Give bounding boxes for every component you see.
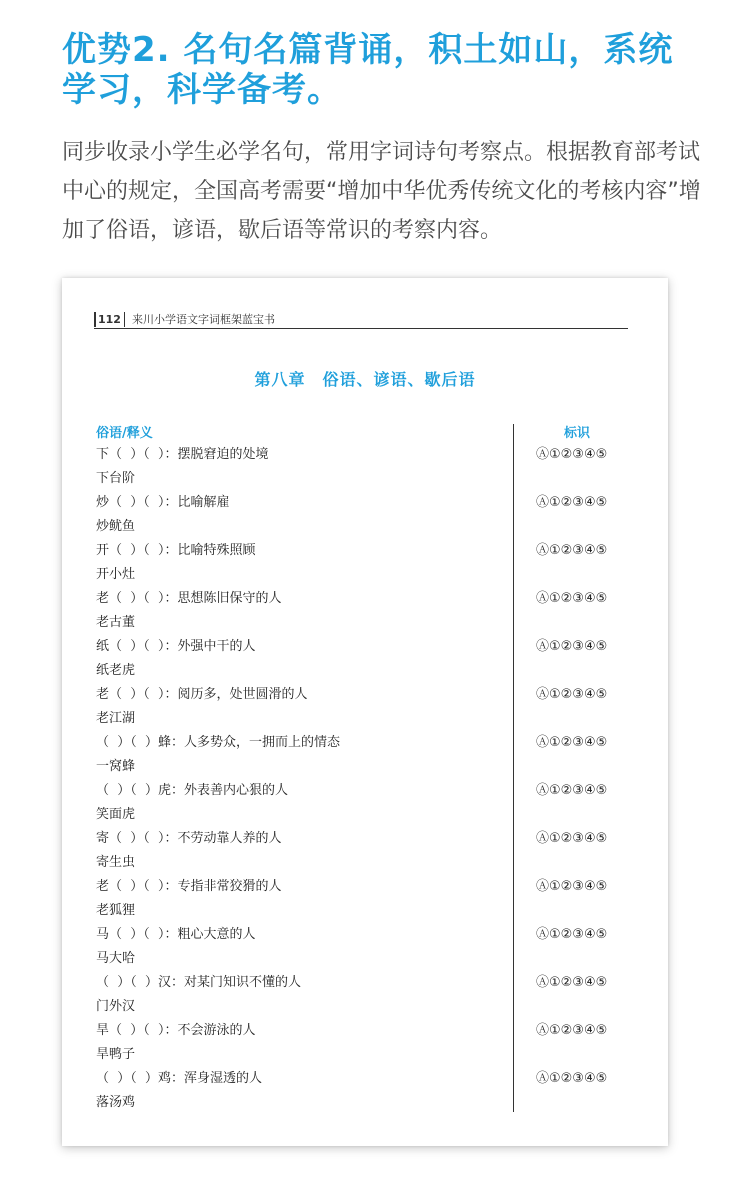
list-item [96, 924, 636, 972]
list-item [96, 1068, 636, 1116]
idiom-question: 老（ ）（ ）：思想陈旧保守的人 [96, 591, 282, 606]
list-item [96, 684, 636, 732]
idiom-question: 炒（ ）（ ）：比喻解雇 [96, 495, 230, 510]
mastery-marks: Ⓐ①②③④⑤ [536, 447, 608, 462]
idiom-answer: 一窝蜂 [96, 759, 136, 774]
list-item [96, 444, 636, 492]
page-number: 112 [94, 312, 125, 327]
idiom-answer: 纸老虎 [96, 663, 136, 678]
idiom-question: （ ）（ ）蜂：人多势众，一拥而上的情态 [96, 735, 341, 750]
list-item [96, 588, 636, 636]
idiom-answer: 落汤鸡 [96, 1095, 136, 1110]
idiom-question: 纸（ ）（ ）：外强中干的人 [96, 639, 256, 654]
mastery-marks: Ⓐ①②③④⑤ [536, 687, 608, 702]
idiom-answer: 寄生虫 [96, 855, 136, 870]
idiom-answer: 下台阶 [96, 471, 136, 486]
list-item [96, 636, 636, 684]
idiom-list [96, 444, 636, 1116]
idiom-question: 寄（ ）（ ）：不劳动靠人养的人 [96, 831, 282, 846]
list-item [96, 1020, 636, 1068]
idiom-answer: 炒鱿鱼 [96, 519, 136, 534]
idiom-answer: 旱鸭子 [96, 1047, 136, 1062]
idiom-answer: 门外汉 [96, 999, 136, 1014]
column-header-idiom: 俗语/释义 [96, 426, 153, 441]
idiom-question: 下（ ）（ ）：摆脱窘迫的处境 [96, 447, 269, 462]
mastery-marks: Ⓐ①②③④⑤ [536, 927, 608, 942]
mastery-marks: Ⓐ①②③④⑤ [536, 783, 608, 798]
list-item [96, 876, 636, 924]
column-header-mark: 标识 [564, 426, 591, 441]
idiom-question: （ ）（ ）虎：外表善内心狠的人 [96, 783, 289, 798]
mastery-marks: Ⓐ①②③④⑤ [536, 591, 608, 606]
idiom-answer: 开小灶 [96, 567, 136, 582]
list-item [96, 492, 636, 540]
list-item [96, 540, 636, 588]
mastery-marks: Ⓐ①②③④⑤ [536, 879, 608, 894]
list-item [96, 780, 636, 828]
list-item [96, 828, 636, 876]
idiom-question: （ ）（ ）汉：对某门知识不懂的人 [96, 975, 302, 990]
idiom-question: 老（ ）（ ）：专指非常狡猾的人 [96, 879, 282, 894]
mastery-marks: Ⓐ①②③④⑤ [536, 975, 608, 990]
idiom-answer: 老江湖 [96, 711, 136, 726]
mastery-marks: Ⓐ①②③④⑤ [536, 735, 608, 750]
book-title: 来川小学语文字词框架蓝宝书 [132, 313, 275, 326]
mastery-marks: Ⓐ①②③④⑤ [536, 543, 608, 558]
mastery-marks: Ⓐ①②③④⑤ [536, 831, 608, 846]
idiom-question: （ ）（ ）鸡：浑身湿透的人 [96, 1071, 263, 1086]
idiom-question: 老（ ）（ ）：阅历多，处世圆滑的人 [96, 687, 308, 702]
mastery-marks: Ⓐ①②③④⑤ [536, 1071, 608, 1086]
headline: 优势2. 名句名篇背诵，积土如山，系统学习，科学备考。 [62, 30, 674, 110]
running-header [94, 312, 628, 329]
list-item [96, 972, 636, 1020]
idiom-answer: 笑面虎 [96, 807, 136, 822]
book-page [62, 278, 668, 1146]
mastery-marks: Ⓐ①②③④⑤ [536, 495, 608, 510]
idiom-question: 马（ ）（ ）：粗心大意的人 [96, 927, 256, 942]
intro-paragraph: 同步收录小学生必学名句，常用字词诗句考察点。根据教育部考试中心的规定，全国高考需要“增加中华优秀传统文化的考核内容”增加了俗语，谚语，歇后语等常识的考察内容。 [62, 140, 701, 243]
idiom-question: 旱（ ）（ ）：不会游泳的人 [96, 1023, 256, 1038]
idiom-answer: 老狐狸 [96, 903, 136, 918]
idiom-question: 开（ ）（ ）：比喻特殊照顾 [96, 543, 256, 558]
chapter-title: 第八章 俗语、谚语、歇后语 [254, 370, 476, 389]
idiom-answer: 马大哈 [96, 951, 136, 966]
list-item [96, 732, 636, 780]
mastery-marks: Ⓐ①②③④⑤ [536, 1023, 608, 1038]
idiom-answer: 老古董 [96, 615, 136, 630]
mastery-marks: Ⓐ①②③④⑤ [536, 639, 608, 654]
